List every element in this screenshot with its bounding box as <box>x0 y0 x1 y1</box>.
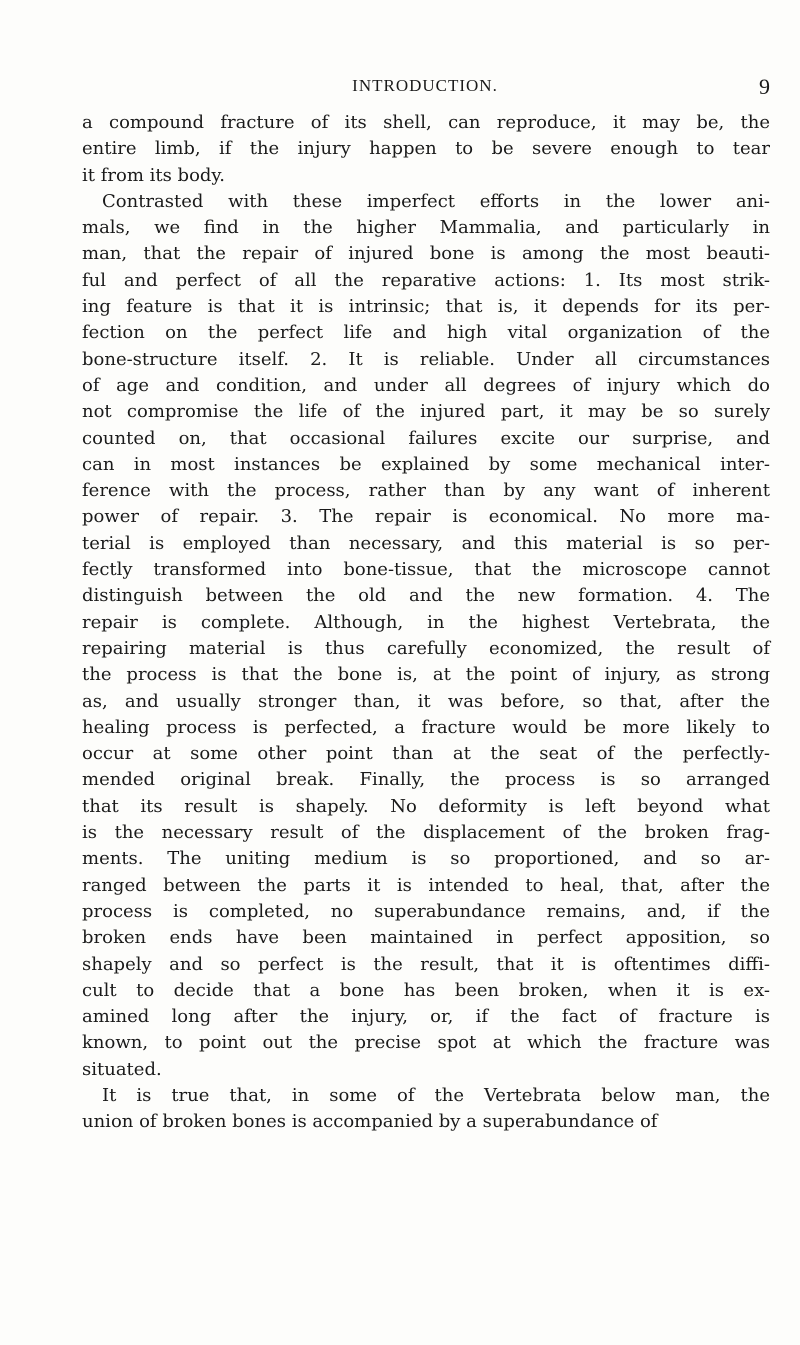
text-line: known, to point out the precise spot at which the fracture was <box>82 1032 770 1054</box>
text-line: fection on the perfect life and high vital organization of the <box>82 322 770 344</box>
text-line: power of repair. 3. The repair is economical. No more ma- <box>82 506 770 528</box>
text-line: broken ends have been maintained in perfect apposition, so <box>82 927 770 949</box>
body-text <box>82 110 770 1136</box>
text-line: fectly transformed into bone-tissue, that the microscope cannot <box>82 559 770 581</box>
text-line: that its result is shapely. No deformity is left beyond what <box>82 795 770 817</box>
text-line: occur at some other point than at the seat of the perfectly- <box>82 743 770 765</box>
text-line: a compound fracture of its shell, can reproduce, it may be, the <box>82 112 770 133</box>
text-line: ments. The uniting medium is so proportioned, and so ar- <box>82 848 770 870</box>
text-line: ing feature is that it is intrinsic; that is, it depends for its per- <box>82 296 770 318</box>
text-line: bone-structure itself. 2. It is reliable. Under all circumstances <box>82 348 770 370</box>
page-header <box>80 76 770 106</box>
text-line: can in most instances be explained by some mechanical inter- <box>82 453 770 475</box>
text-line: of age and condition, and under all degrees of injury which do <box>82 374 770 396</box>
text-line: not compromise the life of the injured part, it may be so surely <box>82 401 770 423</box>
text-line: cult to decide that a bone has been broken, when it is ex- <box>82 979 770 1001</box>
text-line: repair is complete. Although, in the highest Vertebrata, the <box>82 611 770 633</box>
text-line: repairing material is thus carefully economized, the result of <box>82 637 770 659</box>
text-line: as, and usually stronger than, it was before, so that, after the <box>82 690 770 712</box>
text-line: entire limb, if the injury happen to be severe enough to tear <box>82 138 770 160</box>
text-line: shapely and so perfect is the result, that it is oftentimes diffi- <box>82 953 770 975</box>
text-line: is the necessary result of the displacement of the broken frag- <box>82 822 770 844</box>
text-line: amined long after the injury, or, if the fact of fracture is <box>82 1006 770 1028</box>
text-line: counted on, that occasional failures excite our surprise, and <box>82 427 770 449</box>
text-line: ranged between the parts it is intended to heal, that, after the <box>82 874 770 896</box>
text-line: situated. <box>82 1058 162 1080</box>
text-line: terial is employed than necessary, and this material is so per- <box>82 532 770 554</box>
text-line: union of broken bones is accompanied by a superabundance of <box>82 1111 658 1133</box>
text-line: the process is that the bone is, at the point of injury, as strong <box>82 664 770 686</box>
text-line: It is true that, in some of the Vertebrata below man, the <box>102 1084 770 1106</box>
text-line: process is completed, no superabundance remains, and, if the <box>82 900 770 922</box>
text-line: ful and perfect of all the reparative actions: 1. Its most strik- <box>82 269 770 291</box>
text-line: mended original break. Finally, the process is so arranged <box>82 769 770 791</box>
text-line: healing process is perfected, a fracture would be more likely to <box>82 716 770 738</box>
text-line: ference with the process, rather than by any want of inherent <box>82 480 770 502</box>
text-line: it from its body. <box>82 164 225 186</box>
running-head: INTRODUCTION. <box>352 76 498 95</box>
text-line: distinguish between the old and the new formation. 4. The <box>82 585 770 607</box>
text-line: mals, we find in the higher Mammalia, and particularly in <box>82 217 770 239</box>
page-number: 9 <box>759 74 770 99</box>
text-line: Contrasted with these imperfect efforts in the lower ani- <box>102 190 770 212</box>
text-line: man, that the repair of injured bone is among the most beauti- <box>82 243 770 265</box>
